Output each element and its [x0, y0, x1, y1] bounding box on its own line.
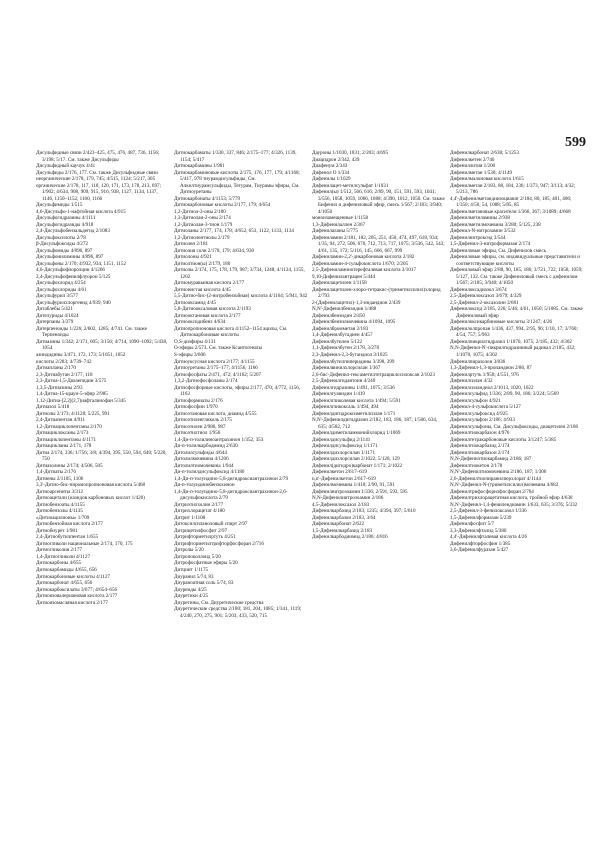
index-entry: Дитиопропионовая кислота 4/1152–1154 ацилы, См. Дитиокарбоновые кислоты — [174, 325, 288, 339]
index-entry: Диуреиды 4/25 — [174, 586, 207, 593]
index-entry: Дисульфоксилоты 2/78 — [36, 234, 86, 241]
index-entry: Дитиоизомасляная кислота 2/177 — [36, 599, 108, 606]
index-entry: Дитиокарбонат 4/655, 656 — [36, 580, 93, 587]
index-entry: Дифенилтиокетон 2/178 — [450, 462, 503, 469]
index-entry: Дифенилсульфид 1/336; 2/89, 90, 186; 3/224; 5/569 — [450, 391, 559, 398]
index-entry: Дифенилацетилен-хлоро-тетракис-(триметилсилил)хлорид 2/793 — [312, 286, 441, 300]
index-columns — [36, 150, 584, 619]
index-entry: Дитиофосфин 1/970 — [174, 404, 218, 411]
index-entry: Дисульфогидразиды 4/918 — [36, 221, 94, 228]
index-entry: Дитиокарбоновые кислоты 4/1127 — [36, 573, 111, 580]
index-entry: Дитиоацетали (иазидов карбоновых кислот 1/420) — [36, 495, 145, 502]
index-entry: Дитаблебы 5/421 — [36, 306, 73, 313]
index-entry: Диураноатная соль 5/74, 83 — [174, 580, 234, 587]
index-entry: Дифенилдисульфоксид 1/1171 — [312, 443, 378, 450]
index-entry: Дитиокарбоны 4/655 — [36, 560, 82, 567]
index-entry: 1,2-Дитиол-3-оны 2/180 — [174, 208, 226, 215]
index-entry: Дифенилметилмочевина 3/280; 5/125, 238 — [450, 221, 541, 228]
index-entry: Дитиокарбаматы 1/330, 337, 846; 2/175–177; 4/326, 1139, 1154; 5/417 — [174, 150, 297, 163]
index-entry: 5,8-Дитиооксаловая кислота 2/1193 — [174, 306, 251, 313]
index-entry: 1,2-Дитиолентиолы 2/179 — [174, 234, 230, 241]
index-entry: Дисульфиды 2/176, 177. См. также Дисульфидные связи — [36, 169, 158, 176]
index-entry: S-эфиры 3/606 — [174, 351, 206, 358]
index-entry: Дифенилтетракарбоновые кислоты 3/1247; 5/385 — [450, 436, 557, 443]
index-entry: Дифенилртуть 1/958; 4/551, 976 — [450, 371, 519, 378]
index-entry: Дифенилтрихлорацетатная кислота, тройной эфир 4/638 — [450, 495, 573, 502]
index-entry: Дифенил(дигидро)карбонат 1/171; 2/1022 — [312, 462, 403, 469]
index-entry: Дифенилбутилпиперидины 3/398, 399 — [312, 358, 395, 365]
index-entry: Дифенилдисульфид 2/1141 — [312, 436, 371, 443]
index-entry: Дитиацикланы 2/171, 178 — [36, 443, 92, 450]
index-entry: 2,5-Дифенилоксазол 3/679; 4/329 — [450, 293, 522, 300]
index-entry: Дитриэтилхолин 2/177 — [174, 501, 224, 508]
index-entry: Дисульфонилимины 4/896, 897 — [36, 254, 104, 261]
index-entry: Дитионистая кислота 4/45 — [174, 286, 231, 293]
index-entry: Дифениллития 1/200 — [450, 163, 496, 170]
index-entry: Дитрофосфатные эфиры 5/20 — [174, 560, 238, 567]
index-entry: Диацидрон 2/342, 439 — [312, 156, 360, 163]
index-entry: Дитолилсульфиды 4/644 — [174, 449, 227, 456]
index-entry: Дифенилдихлорсилан 1/1171 — [312, 449, 376, 456]
index-entry: Диафенум 2/343 — [312, 163, 348, 170]
index-entry: Дифенилтрифосфорилфосфоран 2/764 — [450, 488, 534, 495]
index-entry: Дитиоланы 2/177, 174, 178; 4/652, 653, 1122, 1133, 1134 — [174, 228, 294, 235]
index-entry: 2,4-Дитиобутилпентан 1/655 — [36, 534, 99, 541]
index-entry: Дитиомуравьиная кислота 2/177 — [174, 280, 245, 287]
index-entry: Дисульфохлориды 4/61 — [36, 286, 87, 293]
index-entry: Дитиогликоли национальные 2/174, 170, 175 — [36, 540, 133, 547]
index-entry: Дифенилгуанидин 1/419 — [312, 391, 365, 398]
index-entry: Дифенилдигидроксиметилсилан 1/171 — [312, 410, 396, 417]
index-entry: 1,4-Дитиогликоли 4/1127 — [36, 553, 91, 560]
index-entry: Дитиокарбоновые кислоты 2/177, 179; 4/654 — [174, 202, 271, 209]
index-entry: Дисульфидный каучук 4/41 — [36, 163, 96, 170]
index-entry: 1,5-Дифенилкарбазид 2/183 — [312, 527, 373, 534]
index-entry: Дитиокарбоксилаты 3/677; 4/654–656 — [36, 586, 118, 593]
index-entry: Дитиолия соли 2/178, 179; 4/634, 930 — [174, 247, 255, 254]
index-entry: Дитиокарбамины 1/981 — [174, 163, 225, 170]
index-entry: Дифенилсульфон 2/186; 4/933 — [450, 417, 515, 424]
index-entry: N,N-Дифенил-N'-пикрилгидразинный радикал 2/185, 432; 1/1070, 1075; 4/302 — [450, 345, 576, 358]
index-column-2 — [174, 150, 308, 619]
index-entry: N,N'-Дифенилдигидразин 2/182, 183, 186, 187; 1/506, 634, 635; 4/582, 712 — [312, 417, 438, 430]
page-number: 599 — [565, 135, 586, 150]
index-entry: Дифениловые эфиры, См. Дифенилов смесь — [450, 247, 546, 254]
index-entry: Дитиазины 1/342; 2/171, 605; 3/156; 4/714, 1090–1092; 5/438, 1054 — [36, 338, 168, 352]
index-entry: Дисульфохлорид 4/254 — [36, 280, 86, 287]
index-entry: Дифенилкарбонат 2/638; 5/1253 — [450, 150, 519, 156]
index-entry: Дифенилгидразины 1/491, 1075; 3/536 — [312, 384, 395, 391]
index-entry: Дифенилсиландиол 2/1013, 1020, 1022 — [450, 384, 534, 391]
index-entry: Дитиоэтилен 2/986, 987 — [174, 423, 226, 430]
index-entry: Дитрицетилфосфит 2/97 — [174, 527, 228, 534]
index-entry: Дифенилсульфоны, См. Дисульфоксиды, диацетилен 2/186 — [450, 423, 579, 430]
index-entry: 2,5-Дифенилгидантоин 4/240 — [312, 378, 376, 385]
index-column-1 — [36, 150, 170, 619]
index-entry: Дифенилгликоксаль 1/494, 494 — [312, 404, 379, 411]
index-entry: 2,5-Дифенил-2-оксазолин 3/681 — [450, 299, 519, 306]
index-entry: О,S-диэфиры 4/131 — [174, 338, 216, 345]
index-entry: Дисульфурил 3/577 — [36, 293, 78, 300]
index-entry: Дифенилтиокарбазид 2/174 — [450, 443, 510, 450]
index-entry: 1,4-Ди-п-толуидино-5,8-дигидроксиантрахинон-2,6-дисульфокислота 2/79 — [174, 488, 288, 502]
index-entry: Дифенилсилан 4/32 — [450, 378, 493, 385]
index-entry: Дитиазол 5/418 — [36, 404, 70, 411]
index-entry: Дитиоарсениты 3/312 — [36, 488, 84, 495]
index-entry: Ди-п-толилдисульфоксид 4/1180 — [174, 469, 245, 476]
index-entry: Дитролы 5/20 — [174, 547, 204, 554]
index-entry: Дисульфимиды 1/515 — [36, 202, 83, 209]
index-entry: Дифенилвинилхлорсилан 1/367 — [312, 365, 381, 372]
index-entry: Дитиациклопентаны 4/1171 — [36, 436, 97, 443]
index-entry: 1,5-Дифенилформазан 5/239 — [450, 514, 512, 521]
index-entry: Дитиофосфаты 2/471, 472; 4/1162; 5/207 — [174, 371, 262, 378]
index-entry: Дитолилтиомочевина 1/944 — [174, 462, 234, 469]
index-entry: Дифениловый эфир 2/88, 90, 185, 186; 3/721, 722, 1058, 1059; 5/127, 132. См. также Дифениловый смесь с дифенилом 1/567; 2/185; 3/940; 4/1050 — [450, 267, 583, 287]
index-entry: Дитиолы 2/173; 4/1128; 5/225, 991 — [36, 410, 110, 417]
index-entry: Дифенилметан 1/530; 4/1149 — [450, 169, 513, 176]
index-entry: Дифенилсульфоксид 4/925 — [450, 410, 508, 417]
index-entry: Дифениламин-4-сульфокислота 1/670; 2/205 — [312, 260, 409, 267]
index-entry: Дифенилкетон 2/617–619 — [312, 469, 367, 476]
index-entry: Дисульфомиды 4/896, 897 — [36, 247, 93, 254]
index-entry: 2,4-Дитиапентан 4/911 — [36, 417, 86, 424]
index-entry: «Дитиоацилионы» 1/709 — [36, 514, 90, 521]
index-entry: 4,4'-Дифенилметандиизоцианат 2/184, 80, 185, 401, 406; 1/350; 4/50, 54, 1088; 5/85, 85 — [450, 195, 572, 209]
index-entry: 3,3-Дифенилфталид 5/380 — [450, 527, 507, 534]
index-entry: 2,4-Дисульфофенилфлуорон 5/125 — [36, 273, 111, 280]
index-entry: 1,5-Дифенил-3-нитроформазан 2/174 — [450, 241, 531, 248]
index-entry: Дитиоуретаны 2/175–177; 4/1156, 1166 — [174, 365, 258, 372]
index-entry: Дифенилкарбонат 2/622 — [312, 521, 365, 528]
index-entry: органические 2/178, 117, 118, 120, 171, 173, 178, 213, 697; 1/902; 4/634, 908, 909, 915, 916, 938, 1127, 1134, 1137, 1146, 1150–1152, 1160, 1166 — [36, 182, 161, 202]
index-entry: 1,3-Дитиолан-2-оны 2/174 — [174, 215, 231, 222]
index-entry: N,N'-Дифенилтиомочевина 2/186, 187; 1/306 — [450, 469, 547, 476]
index-entry: Дитиолтион(ы) 2/179, 180 — [174, 260, 231, 267]
index-entry: 3,3'-Дитио-бис-пиромопропионовая кислота 5/468 — [36, 482, 146, 489]
index-entry: 2-(Дифенилацетил)-1,3-индандион 2/439 — [312, 299, 401, 306]
index-entry: 1,2-Дитиолан-3-тион 1/179 — [174, 221, 233, 228]
index-entry: Дитерпеноиды 1/226; 2/602, 1285; 4/741. См. также Терпеноиды — [36, 325, 147, 339]
index-entry: 1,1-Дифенилбутен 2/178, 3/278 — [312, 345, 380, 352]
index-entry: Дифенилоксикарбиновые кислоты 3/1247; 4/26 — [450, 319, 553, 326]
index-entry: N,N'-Дифенил-1,4-фенилендиамин 1/633, 635; 3/376; 5/332 — [450, 501, 578, 508]
index-entry: 1,4-Дифенилбутадиен 4/457 — [312, 332, 373, 339]
index-entry: неорганические 2/178, 179, 745; 4/515, 1124; 5/217, 305 — [36, 176, 156, 183]
index-entry: N,N-Дифенилнитрозоамин 2/186 — [312, 495, 384, 502]
index-entry: Дифенилкарбодиимид 2/186; 4/816 — [312, 534, 388, 541]
index-entry: 4,5-Дифенилоксазол 2/183 — [312, 501, 370, 508]
index-entry: Дитрит 1/1108 — [174, 514, 206, 521]
index-entry: Дитиолен 2/181 — [174, 241, 209, 248]
index-entry: Дауроны 1/1030, 1031; 2/203; 4/695 — [312, 150, 389, 156]
index-entry: Дисульфоны 2/170; 4/932, 934, 1151, 1152 — [36, 260, 127, 267]
index-entry: Дифенилбутилен 5/122 — [312, 338, 363, 345]
index-entry: Дифенол О 1/334 — [312, 169, 350, 176]
index-entry: 2,5-Дифенил-3-фенилоксазол 1/336 — [450, 508, 527, 515]
index-entry: Дифенилкетен 2/740 — [450, 156, 495, 163]
index-entry: Дитиолоны 4/921 — [174, 254, 212, 261]
index-column-3 — [312, 150, 446, 619]
index-entry: Дисульфурилхлоргенид 4/939, 940 — [36, 299, 111, 306]
index-entry: Дифенилмочевина 1/418; 2/90, 91, 591 — [312, 482, 395, 489]
index-entry: Дитиоэтановая кислота, диамид 4/555 — [174, 410, 257, 417]
index-entry: Дифенил-N-нитрозамин 3/532 — [450, 228, 516, 235]
index-entry: 2,6-бис-Дифенил-гексаметилтетрациклосилоксан 2/1023 — [312, 371, 435, 378]
index-entry: N,N'-Дифенил-N-(триметилсилил)мочевина 4/682 — [450, 482, 559, 489]
index-entry: Дифенилацет-метилсульфат 1/1031 — [312, 182, 389, 189]
index-entry: Дифенилбензидин 2/450 — [312, 312, 365, 319]
index-entry: Дифенилгликолевая кислота 1/494; 5/591 — [312, 397, 401, 404]
index-entry: 1,12-Дитиа-[2,2](2,7)нафталинофан 5/345 — [36, 397, 126, 404]
index-entry: 2,5-Дифениламинотерефталевая кислота 3/1017 — [312, 267, 416, 274]
index-entry: Дифенилметан 2/183, 88, 184, 236; 1/373, 947; 3/113; 4/32; 5/213, 786 — [450, 182, 576, 196]
index-entry: β-Дисульфоксиды 4/272 — [36, 241, 88, 248]
index-entry: Дифенилдихлорсилан 2/1022; 5/128, 129 — [312, 456, 400, 463]
index-entry: Дитиооксамид 4/45 — [174, 299, 217, 306]
index-column-4 — [450, 150, 584, 619]
index-entry: Дитиокарбаминовые кислоты 2/175, 176, 177, 179; 4/1168; 5/417, 978 тиурамдисульфиды, См. Алкилтиурамсульфиды, Тетурам, Тиурамы эфиры, См. Дитиоуретаны — [174, 169, 300, 196]
index-entry: Дифенил-4-сульфокислота 5/127 — [450, 404, 521, 411]
index-entry: Дифениламин-2,2'-дикарбоновая кислота 2/182 — [312, 254, 415, 261]
index-entry: Дифенилметановые красители 1/366, 367; 3/1089; 4/668 — [450, 208, 571, 215]
index-entry: Ди-п-толуидинобензохинон — [174, 482, 235, 489]
index-entry: Дифенилтиокарбазон 4/976 — [450, 430, 510, 437]
index-entry: Дифенилпикрилгидразил 1/1070, 1075; 2/185, 432; 4/302 — [450, 338, 572, 345]
index-entry: Ди-п-толилкарбодимид 2/630 — [174, 443, 238, 450]
index-entry: N,N'-Дифенилбензидин 1/488 — [312, 306, 377, 313]
index-entry: Дитрифторметилтрифторфосфоран 2/716 — [174, 540, 264, 547]
index-entry: Дифенилтиокарбазон 2/174 — [450, 449, 510, 456]
index-entry: Дифенилаланы 5/775 — [312, 228, 358, 235]
index-entry: Дифенилбромметан 2/183 — [312, 325, 369, 332]
index-entry: 9,10-Дифенилантрацен 5/444 — [312, 273, 376, 280]
index-entry: Дифенилпиразолон 3/836 — [450, 358, 506, 365]
index-entry: Дитиофосфорные кислоты, эфиры 2/177, 470; 4/772, 1156, 1162 — [174, 384, 301, 398]
index-entry: 1,4-Ди-п-толуидино-5,8-дигидроксиантрахинон 2/79 — [174, 475, 289, 482]
index-entry: Диуретики 4/25 — [174, 593, 209, 600]
index-entry: Дитрихлорацетат 4/180 — [174, 508, 225, 515]
index-entry: Дитиоэтилтиол 1/956 — [174, 430, 221, 437]
index-entry: Дифениламин 2/181, 182, 205, 251, 450, 474, 497, 618, 934; 1/35, 94, 272, 506, 670, 712, 713, 717, 1075; 3/536, 542, 543; 4/61, 135, 172; 5/116, 145, 666, 667, 999 — [312, 234, 445, 254]
index-entry: 1,3-Дифенилаллен 2/367 — [312, 221, 366, 228]
index-entry: азиндидины 3/471, 172, 173; 5/1051, 1052 — [36, 351, 126, 358]
index-entry: Дифенилнитрозоамин 1/336; 2/591, 593, 595 — [312, 488, 408, 495]
index-entry: 1,4-Дитиаты 2/176 — [36, 469, 76, 476]
index-entry: Дифенил(ы) 1/512, 566, 616; 2/89, 90, 151, 591, 593, 1041; 3/556, 1058, 1059, 1066, 1088; 4/390, 1012, 1050. См. также Бифенил и дифениловый эфир, смесь 1/567; 2/183; 3/940; 4/1050 — [312, 189, 445, 215]
index-entry: Диуретины, См. Диуретические средства — [174, 599, 264, 606]
index-entry: Дифенилнитроксид 3/544 — [450, 234, 506, 241]
index-entry: Дифенилкарбазид 2/183, 1235; 4/394, 397; 5/610 — [312, 508, 416, 515]
index-entry: Дифенилолпропан 1/436, 437, 994, 2/95, 96; 1/10, 17; 3/760; 4/54, 757; 5/963 — [450, 325, 578, 339]
index-entry: Дитрифторметилртуть 4/251 — [174, 534, 236, 541]
index-entry: 4,4'-Дифенилфталевая кислота 4/26 — [450, 534, 528, 541]
index-entry: 1,4-Ди-п-толилиноантрахинон 1/352, 353 — [174, 436, 264, 443]
index-entry: Дитиациклоксаны 2/173 — [36, 430, 89, 437]
index-entry: n,n'-Дифенилкетон 2/617–619 — [312, 475, 376, 482]
index-entry: Дифенилсульфон 4/921 — [450, 397, 501, 404]
index-entry: Дифенилоксид 2/185, 226; 5/46; 4/61, 1050; 5/1085. См. также Дифениловый эфир — [450, 306, 583, 319]
index-entry: кислоты 2/283; 4/739–742 — [36, 358, 92, 365]
index-entry: 1,3,5-Дитиазины 2/93 — [36, 384, 83, 391]
index-entry: Дитциит 1/1175 — [174, 567, 209, 573]
index-entry: Дителуриды 4/1024 — [36, 312, 79, 319]
index-entry: Дитиобензойная кислота 2/177 — [36, 521, 103, 528]
index-entry: Дифенилдиметиламмонийхлорид 1/1069 — [312, 430, 401, 437]
index-entry: Дитропоколлоид 5/20 — [174, 553, 221, 560]
index-entry: 1,2-Дитиациклопентаны 2/170 — [36, 423, 102, 430]
index-entry: Дифенилфосфит 5/7 — [450, 521, 495, 528]
index-entry: 1,3-Дифенил-1,3-пропандион 2/86, 87 — [450, 365, 532, 372]
index-entry: Дитиокарбамиды 4/655, 656 — [36, 567, 97, 573]
index-entry: Дитиазолины 2/174; 4/506, 505 — [36, 462, 103, 469]
index-entry: Дитерпаны 3/379 — [36, 319, 74, 326]
index-entry: 2,3-Дитиабутан 2/177, 118 — [36, 371, 93, 378]
index-entry: 3,6-Дифенилфуразан 5/427 — [450, 547, 509, 554]
index-entry: Дитиа 2/174, 336; 1/756; 3/8; 4/394, 395, 550, 594, 640; 5/220, 750 — [36, 449, 167, 463]
index-entry: 2,3-Дифенил-2,3-бутандиол 3/1025 — [312, 351, 388, 358]
index-entry: Дифенилацетилен 1/1158 — [312, 280, 367, 287]
index-entry: Дитиоуксусная кислота 2/177; 4/1155 — [174, 358, 255, 365]
index-entry: N,N-Дифенилтиокарбамид 2/186; 187 — [450, 456, 532, 463]
index-entry: Дифенилкарбазон 2/183, 3/64 — [312, 514, 376, 521]
index-entry: Дитиобензолы 4/1135 — [36, 508, 83, 515]
index-entry: Дифенилмалоновая кислота 1/615 — [450, 176, 524, 183]
index-entry: 2,4-Дисульфобензальдегид 2/1083 — [36, 228, 110, 235]
index-entry: Дифенилоксадиазол 3/674 — [450, 286, 507, 293]
index-entry: Дифенилы 1/1029 — [312, 176, 351, 183]
index-entry: Дисульфидные связи 2/423–425, 475, 476, 487, 736, 1156; 3/198; 5/17. См. также Дисульфиды — [36, 150, 160, 163]
index-entry: 2,3-Дитиа-1,5-Диазепидин 3/575 — [36, 378, 107, 385]
index-entry: Дифенилфторфосфин 1/385 — [450, 540, 511, 547]
index-entry: 4,6-Дисульфо-1-нафтойная кислота 4/915 — [36, 208, 126, 215]
index-entry: Дитиолы 2/174, 175, 178, 179, 987; 3/734, 1248; 4/1134, 1155, 1202 — [174, 267, 305, 280]
index-entry: 1,3,2-Дитиофосфоланы 2/174 — [174, 378, 238, 385]
index-entry: 5,5-Дитио-бис-(2-нитробензойная) кислота 4/1164; 5/941, 942 — [174, 293, 308, 300]
index-entry: Дитиобензоаты 4/1155 — [36, 501, 85, 508]
index-entry: Диуранил 5/74, 83 — [174, 573, 214, 580]
index-entry: Дитиоформиаты 2/176 — [174, 397, 223, 404]
index-entry: О-эфиры 2/573. См. также Ксантогенаты — [174, 345, 263, 352]
index-entry: Дитиооксидибенз 4/634 — [174, 319, 226, 326]
index-entry: Дитолилмочевина 4/1206 — [174, 456, 229, 463]
index-entry: Дитиоизовалериановая кислота 2/177 — [36, 593, 118, 600]
index-entry: Дитиоэтиленгликоль 2/175 — [174, 417, 232, 424]
index-entry: Дитоксилсиланоловый спирт 2/97 — [174, 521, 248, 528]
index-entry: Дитиены 2/1105, 1106 — [36, 475, 84, 482]
index-entry: Дифенилбензилмочевина 4/1094, 1095 — [312, 319, 396, 326]
index-entry: 4,6-Дисульфофлоролцин 4/1266 — [36, 267, 105, 274]
index-entry: Диуретические средства 2/180; 181, 204, 1085; 1/341, 1119; 4/240, 270, 275, 901; 5/203, 433, 520, 715 — [174, 606, 302, 619]
index-entry: Дитиокарбонаты 4/1153; 5/779 — [174, 195, 241, 202]
index-entry: 1,4-Дитиа-15-краун-5-эфир 2/985 — [36, 391, 108, 398]
index-entry: Дитиапланы 2/170 — [36, 365, 76, 372]
index-entry: 2,6-Дифенилтиопиранилперхлорат 4/1144 — [450, 475, 541, 482]
index-entry: Дифенилметиламины 2/938 — [450, 215, 510, 222]
index-entry: Дитиооктановая кислота 2/177 — [174, 312, 241, 319]
index-entry: Дифениловые эфиры, см. индивидуальные представители и соответствующие кислоты — [450, 254, 580, 267]
index-entry: моноизамещенные 1/1158 — [312, 215, 369, 222]
index-entry: Дитиогликолия 2/177 — [36, 547, 82, 554]
index-entry: Дисульфогидразины 4/1111 — [36, 215, 96, 222]
index-entry: Дитиобиурет 1/981 — [36, 527, 78, 534]
